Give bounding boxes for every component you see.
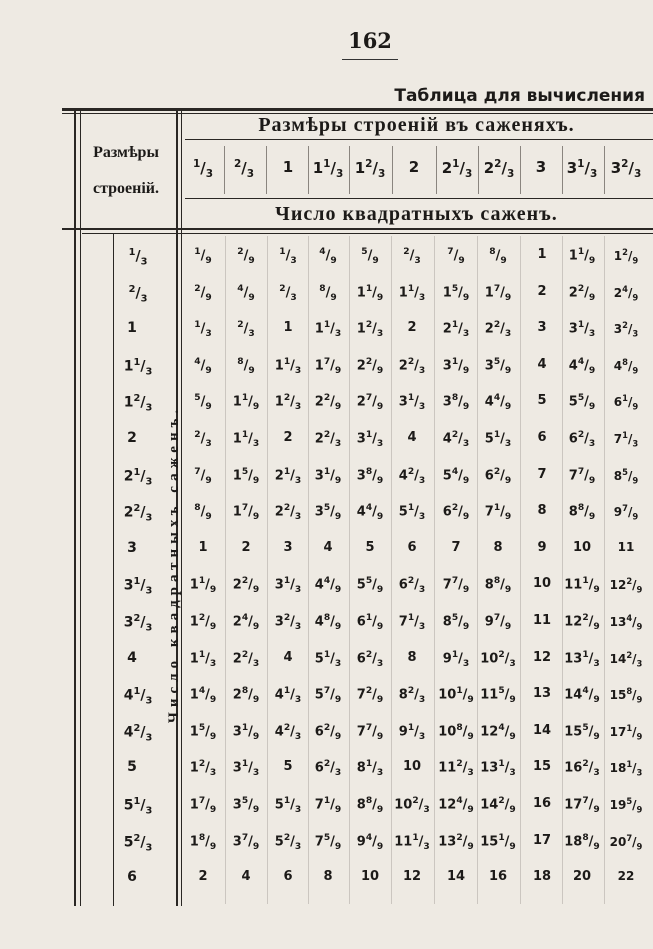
table-cell: $1^1/_3$ xyxy=(398,284,426,303)
row-header-value: $4^1/_3$ xyxy=(123,686,153,707)
table-cell: 2 xyxy=(241,540,251,555)
column-separator xyxy=(520,146,521,194)
table-cell: 3 xyxy=(537,320,547,335)
table-cell: $1^2/_9$ xyxy=(613,247,639,266)
columns-title-rule xyxy=(185,139,653,140)
table-cell: 12 xyxy=(532,650,552,665)
table-cell: $2^7/_9$ xyxy=(356,393,384,412)
table-cell: $10^2/_3$ xyxy=(394,796,430,815)
row-header-value: $^2/_3$ xyxy=(128,284,148,305)
table-cell: $3^5/_9$ xyxy=(484,357,512,376)
table-cell: $9^7/_9$ xyxy=(484,613,512,632)
table-cell: 14 xyxy=(532,723,552,738)
table-cell: 10 xyxy=(360,869,380,884)
column-header-value: $^2/_3$ xyxy=(233,158,255,180)
table-cell: 8 xyxy=(407,650,417,665)
table-cell: $7^5/_9$ xyxy=(314,833,342,852)
table-cell: $14^2/_9$ xyxy=(480,796,516,815)
row-label-line1: Размѣры xyxy=(93,144,159,161)
table-cell: $3^2/_3$ xyxy=(613,320,639,339)
header-bottom-rule xyxy=(62,228,653,230)
table-cell: $8^8/_9$ xyxy=(484,576,512,595)
table-cell: $^4/_9$ xyxy=(237,284,255,303)
table-cell: $7^1/_3$ xyxy=(398,613,426,632)
table-cell: $12^2/_9$ xyxy=(564,613,600,632)
table-cell: 14 xyxy=(446,869,466,884)
row-header-value: $3^1/_3$ xyxy=(123,576,153,597)
left-outer-rule xyxy=(74,111,76,906)
table-cell: $8^2/_3$ xyxy=(398,686,426,705)
table-cell: 8 xyxy=(323,869,333,884)
table-cell: $^8/_9$ xyxy=(489,247,507,266)
column-separator xyxy=(436,146,437,194)
column-values-rule xyxy=(185,198,653,199)
table-cell: $18^1/_3$ xyxy=(609,759,643,778)
table-cell: $2^2/_9$ xyxy=(356,357,384,376)
body-column-separator xyxy=(308,236,309,904)
table-cell: $14^2/_3$ xyxy=(609,650,643,669)
table-cell: 20 xyxy=(572,869,592,884)
table-cell: 9 xyxy=(537,540,547,555)
body-title: Число квадратныхъ саженъ. xyxy=(275,203,558,225)
row-header-value: $5^2/_3$ xyxy=(123,833,153,854)
table-cell: $2^2/_9$ xyxy=(232,576,260,595)
table-cell: $^5/_9$ xyxy=(361,247,379,266)
table-cell: 16 xyxy=(532,796,552,811)
table-cell: 15 xyxy=(532,759,552,774)
table-cell: $1^1/_9$ xyxy=(189,576,217,595)
table-cell: 6 xyxy=(537,430,547,445)
table-cell: $3^8/_9$ xyxy=(356,467,384,486)
table-cell: $8^5/_9$ xyxy=(442,613,470,632)
table-cell: $11^5/_9$ xyxy=(480,686,516,705)
table-cell: 8 xyxy=(537,503,547,518)
cell-axis-label: Число квадратныхъ саженъ. xyxy=(166,404,182,724)
table-cell: 4 xyxy=(241,869,251,884)
table-cell: $^2/_3$ xyxy=(237,320,255,339)
table-cell: $6^2/_9$ xyxy=(442,503,470,522)
row-header-value: 6 xyxy=(127,869,137,885)
column-header-value: $1^1/_3$ xyxy=(312,158,344,180)
table-cell: $1^2/_9$ xyxy=(189,613,217,632)
table-cell: $6^2/_9$ xyxy=(314,723,342,742)
table-cell: $19^5/_9$ xyxy=(609,796,643,815)
row-header-value: $2^2/_3$ xyxy=(123,503,153,524)
running-title: Таблица для вычисления xyxy=(394,86,645,106)
row-header-value: $3^2/_3$ xyxy=(123,613,153,634)
table-cell: $4^4/_9$ xyxy=(314,576,342,595)
table-cell: $8^8/_9$ xyxy=(356,796,384,815)
table-cell: $1^4/_9$ xyxy=(189,686,217,705)
table-cell: $1^1/_3$ xyxy=(274,357,302,376)
row-header-value: $^1/_3$ xyxy=(128,247,148,268)
column-header-value: $^1/_3$ xyxy=(192,158,214,180)
table-cell: $20^7/_9$ xyxy=(609,833,643,852)
table-cell: $7^7/_9$ xyxy=(356,723,384,742)
table-cell: 8 xyxy=(493,540,503,555)
table-cell: $6^1/_9$ xyxy=(613,393,639,412)
table-cell: $7^7/_9$ xyxy=(442,576,470,595)
table-cell: 4 xyxy=(323,540,333,555)
header-bottom-rule-thin xyxy=(82,233,653,234)
column-separator xyxy=(266,146,267,194)
table-cell: $3^1/_3$ xyxy=(232,759,260,778)
body-column-separator xyxy=(225,236,226,904)
page-number-rule xyxy=(342,59,398,60)
table-cell: $2^4/_9$ xyxy=(613,284,639,303)
table-cell: 13 xyxy=(532,686,552,701)
table-cell: 1 xyxy=(283,320,293,335)
table-cell: $10^8/_9$ xyxy=(438,723,474,742)
table-cell: $2^2/_3$ xyxy=(274,503,302,522)
table-cell: 11 xyxy=(532,613,552,628)
table-cell: $12^2/_9$ xyxy=(609,576,643,595)
table-cell: $3^1/_3$ xyxy=(568,320,596,339)
table-cell: $5^7/_9$ xyxy=(314,686,342,705)
table-cell: $8^1/_3$ xyxy=(356,759,384,778)
table-cell: $^7/_9$ xyxy=(194,467,212,486)
table-cell: $1^1/_9$ xyxy=(568,247,596,266)
column-separator xyxy=(308,146,309,194)
table-cell: 11 xyxy=(617,540,635,554)
table-cell: $3^5/_9$ xyxy=(232,796,260,815)
table-cell: $6^2/_3$ xyxy=(314,759,342,778)
table-cell: $7^1/_3$ xyxy=(613,430,639,449)
table-cell: $3^5/_9$ xyxy=(314,503,342,522)
table-cell: $9^1/_3$ xyxy=(398,723,426,742)
table-cell: $12^4/_9$ xyxy=(480,723,516,742)
body-column-separator xyxy=(391,236,392,904)
table-cell: 7 xyxy=(451,540,461,555)
table-cell: $1^2/_3$ xyxy=(356,320,384,339)
table-cell: $6^2/_3$ xyxy=(398,576,426,595)
table-cell: $^2/_3$ xyxy=(279,284,297,303)
table-cell: $^2/_9$ xyxy=(237,247,255,266)
table-cell: $13^1/_3$ xyxy=(564,650,600,669)
page-number: 162 xyxy=(348,28,392,53)
row-header-value: $2^1/_3$ xyxy=(123,467,153,488)
table-cell: $10^1/_9$ xyxy=(438,686,474,705)
table-cell: $9^1/_3$ xyxy=(442,650,470,669)
table-cell: 10 xyxy=(402,759,422,774)
table-cell: $13^4/_9$ xyxy=(609,613,643,632)
column-header-value: $3^2/_3$ xyxy=(610,158,642,180)
column-separator xyxy=(392,146,393,194)
table-cell: 6 xyxy=(407,540,417,555)
table-cell: 5 xyxy=(365,540,375,555)
column-separator xyxy=(604,146,605,194)
table-cell: $3^1/_3$ xyxy=(274,576,302,595)
table-cell: $4^4/_9$ xyxy=(484,393,512,412)
table-cell: 16 xyxy=(488,869,508,884)
row-header-value: 4 xyxy=(127,650,137,666)
table-cell: $1^2/_3$ xyxy=(189,759,217,778)
table-cell: $18^8/_9$ xyxy=(564,833,600,852)
table-cell: $4^4/_9$ xyxy=(356,503,384,522)
table-cell: 6 xyxy=(283,869,293,884)
table-cell: $1^5/_9$ xyxy=(189,723,217,742)
table-cell: $2^2/_3$ xyxy=(314,430,342,449)
table-cell: $1^7/_9$ xyxy=(232,503,260,522)
table-cell: $9^7/_9$ xyxy=(613,503,639,522)
table-cell: $3^8/_9$ xyxy=(442,393,470,412)
table-cell: $2^8/_9$ xyxy=(232,686,260,705)
table-cell: 7 xyxy=(537,467,547,482)
table-cell: 10 xyxy=(572,540,592,555)
table-cell: $2^1/_3$ xyxy=(442,320,470,339)
table-cell: $5^4/_9$ xyxy=(442,467,470,486)
table-cell: $2^2/_3$ xyxy=(232,650,260,669)
table-cell: $13^1/_3$ xyxy=(480,759,516,778)
table-cell: $3^1/_9$ xyxy=(232,723,260,742)
table-cell: $1^1/_3$ xyxy=(232,430,260,449)
table-cell: $11^1/_9$ xyxy=(564,576,600,595)
table-cell: $1^1/_3$ xyxy=(314,320,342,339)
table-cell: 2 xyxy=(283,430,293,445)
table-cell: $1^7/_9$ xyxy=(189,796,217,815)
row-header-value: 2 xyxy=(127,430,137,446)
table-cell: $3^7/_9$ xyxy=(232,833,260,852)
table-cell: $7^1/_9$ xyxy=(314,796,342,815)
table-cell: $5^1/_3$ xyxy=(398,503,426,522)
table-cell: $^4/_9$ xyxy=(194,357,212,376)
table-cell: $4^4/_9$ xyxy=(568,357,596,376)
table-cell: $2^2/_3$ xyxy=(398,357,426,376)
table-cell: $10^2/_3$ xyxy=(480,650,516,669)
table-cell: $2^2/_3$ xyxy=(484,320,512,339)
left-inner-rule xyxy=(80,111,81,906)
table-cell: $6^2/_9$ xyxy=(484,467,512,486)
table-cell: $13^2/_9$ xyxy=(438,833,474,852)
table-cell: $7^7/_9$ xyxy=(568,467,596,486)
table-cell: 18 xyxy=(532,869,552,884)
table-cell: $^5/_9$ xyxy=(194,393,212,412)
table-cell: $9^4/_9$ xyxy=(356,833,384,852)
table-cell: $^2/_3$ xyxy=(403,247,421,266)
table-cell: $1^8/_9$ xyxy=(189,833,217,852)
row-header-value: $4^2/_3$ xyxy=(123,723,153,744)
table-cell: $12^4/_9$ xyxy=(438,796,474,815)
table-cell: 22 xyxy=(617,869,635,883)
table-cell: $1^1/_9$ xyxy=(232,393,260,412)
table-cell: $2^1/_3$ xyxy=(274,467,302,486)
table-cell: $1^1/_3$ xyxy=(189,650,217,669)
table-cell: $15^1/_9$ xyxy=(480,833,516,852)
table-cell: $1^7/_9$ xyxy=(314,357,342,376)
row-header-value: $1^1/_3$ xyxy=(123,357,153,378)
table-cell: $16^2/_3$ xyxy=(564,759,600,778)
table-cell: 2 xyxy=(198,869,208,884)
body-column-separator xyxy=(604,236,605,904)
table-cell: $5^2/_3$ xyxy=(274,833,302,852)
table-cell: $17^1/_9$ xyxy=(609,723,643,742)
table-cell: $4^1/_3$ xyxy=(274,686,302,705)
column-separator xyxy=(478,146,479,194)
table-cell: $8^8/_9$ xyxy=(568,503,596,522)
table-cell: $5^1/_3$ xyxy=(274,796,302,815)
column-header-value: 1 xyxy=(282,158,294,176)
table-cell: $6^2/_3$ xyxy=(356,650,384,669)
table-cell: $^1/_9$ xyxy=(194,247,212,266)
row-label-line2: строеній. xyxy=(92,180,160,197)
table-cell: 12 xyxy=(402,869,422,884)
table-cell: $3^1/_3$ xyxy=(398,393,426,412)
row-header-value: 5 xyxy=(127,759,137,775)
table-cell: $17^7/_9$ xyxy=(564,796,600,815)
table-cell: $3^1/_9$ xyxy=(314,467,342,486)
table-cell: $^8/_9$ xyxy=(194,503,212,522)
table-cell: 2 xyxy=(407,320,417,335)
body-column-separator xyxy=(434,236,435,904)
table-cell: $^8/_9$ xyxy=(319,284,337,303)
body-column-separator xyxy=(562,236,563,904)
body-column-separator xyxy=(349,236,350,904)
column-header-value: 3 xyxy=(535,158,547,176)
table-cell: $11^1/_3$ xyxy=(394,833,430,852)
table-cell: $7^2/_9$ xyxy=(356,686,384,705)
table-cell: $3^2/_3$ xyxy=(274,613,302,632)
table-cell: 4 xyxy=(537,357,547,372)
table-cell: $4^2/_3$ xyxy=(442,430,470,449)
table-cell: 1 xyxy=(537,247,547,262)
column-separator xyxy=(349,146,350,194)
table-top-rule xyxy=(62,108,653,111)
table-cell: 17 xyxy=(532,833,552,848)
table-cell: $5^5/_9$ xyxy=(356,576,384,595)
table-cell: $3^1/_3$ xyxy=(356,430,384,449)
table-cell: $^7/_9$ xyxy=(447,247,465,266)
table-cell: $6^2/_3$ xyxy=(568,430,596,449)
table-cell: 10 xyxy=(532,576,552,591)
row-header-value: $1^2/_3$ xyxy=(123,393,153,414)
table-cell: 4 xyxy=(283,650,293,665)
row-header-value: $5^1/_3$ xyxy=(123,796,153,817)
table-cell: $7^1/_9$ xyxy=(484,503,512,522)
column-header-value: $3^1/_3$ xyxy=(566,158,598,180)
table-cell: $4^8/_9$ xyxy=(314,613,342,632)
table-cell: $1^5/_9$ xyxy=(232,467,260,486)
table-cell: $8^5/_9$ xyxy=(613,467,639,486)
table-cell: $^1/_3$ xyxy=(279,247,297,266)
table-cell: 1 xyxy=(198,540,208,555)
table-cell: $1^1/_9$ xyxy=(356,284,384,303)
table-cell: $^2/_9$ xyxy=(194,284,212,303)
table-cell: $^4/_9$ xyxy=(319,247,337,266)
table-cell: 3 xyxy=(283,540,293,555)
row-header-value: 3 xyxy=(127,540,137,556)
table-cell: $^2/_3$ xyxy=(194,430,212,449)
table-cell: $5^1/_3$ xyxy=(314,650,342,669)
table-cell: $3^1/_9$ xyxy=(442,357,470,376)
table-cell: $4^2/_3$ xyxy=(274,723,302,742)
table-cell: $15^5/_9$ xyxy=(564,723,600,742)
table-cell: 5 xyxy=(537,393,547,408)
column-header-value: $2^2/_3$ xyxy=(483,158,515,180)
table-cell: $6^1/_9$ xyxy=(356,613,384,632)
body-column-separator xyxy=(267,236,268,904)
column-separator xyxy=(562,146,563,194)
table-cell: $1^2/_3$ xyxy=(274,393,302,412)
column-separator xyxy=(224,146,225,194)
table-cell: $2^4/_9$ xyxy=(232,613,260,632)
table-cell: 4 xyxy=(407,430,417,445)
table-cell: 5 xyxy=(283,759,293,774)
body-column-separator xyxy=(477,236,478,904)
body-column-separator xyxy=(520,236,521,904)
table-cell: $5^1/_3$ xyxy=(484,430,512,449)
table-cell: $2^2/_9$ xyxy=(314,393,342,412)
table-cell: $^1/_3$ xyxy=(194,320,212,339)
row-header-value: 1 xyxy=(127,320,137,336)
table-cell: $15^8/_9$ xyxy=(609,686,643,705)
columns-title: Размѣры строеній въ саженяхъ. xyxy=(258,114,575,136)
table-cell: $11^2/_3$ xyxy=(438,759,474,778)
table-cell: $2^2/_9$ xyxy=(568,284,596,303)
table-cell: $5^5/_9$ xyxy=(568,393,596,412)
column-header-value: $2^1/_3$ xyxy=(441,158,473,180)
column-header-value: $1^2/_3$ xyxy=(354,158,386,180)
table-cell: $1^5/_9$ xyxy=(442,284,470,303)
table-cell: $1^7/_9$ xyxy=(484,284,512,303)
column-header-value: 2 xyxy=(408,158,420,176)
table-cell: $4^2/_3$ xyxy=(398,467,426,486)
table-cell: $4^8/_9$ xyxy=(613,357,639,376)
table-cell: 2 xyxy=(537,284,547,299)
table-cell: $^8/_9$ xyxy=(237,357,255,376)
table-cell: $14^4/_9$ xyxy=(564,686,600,705)
